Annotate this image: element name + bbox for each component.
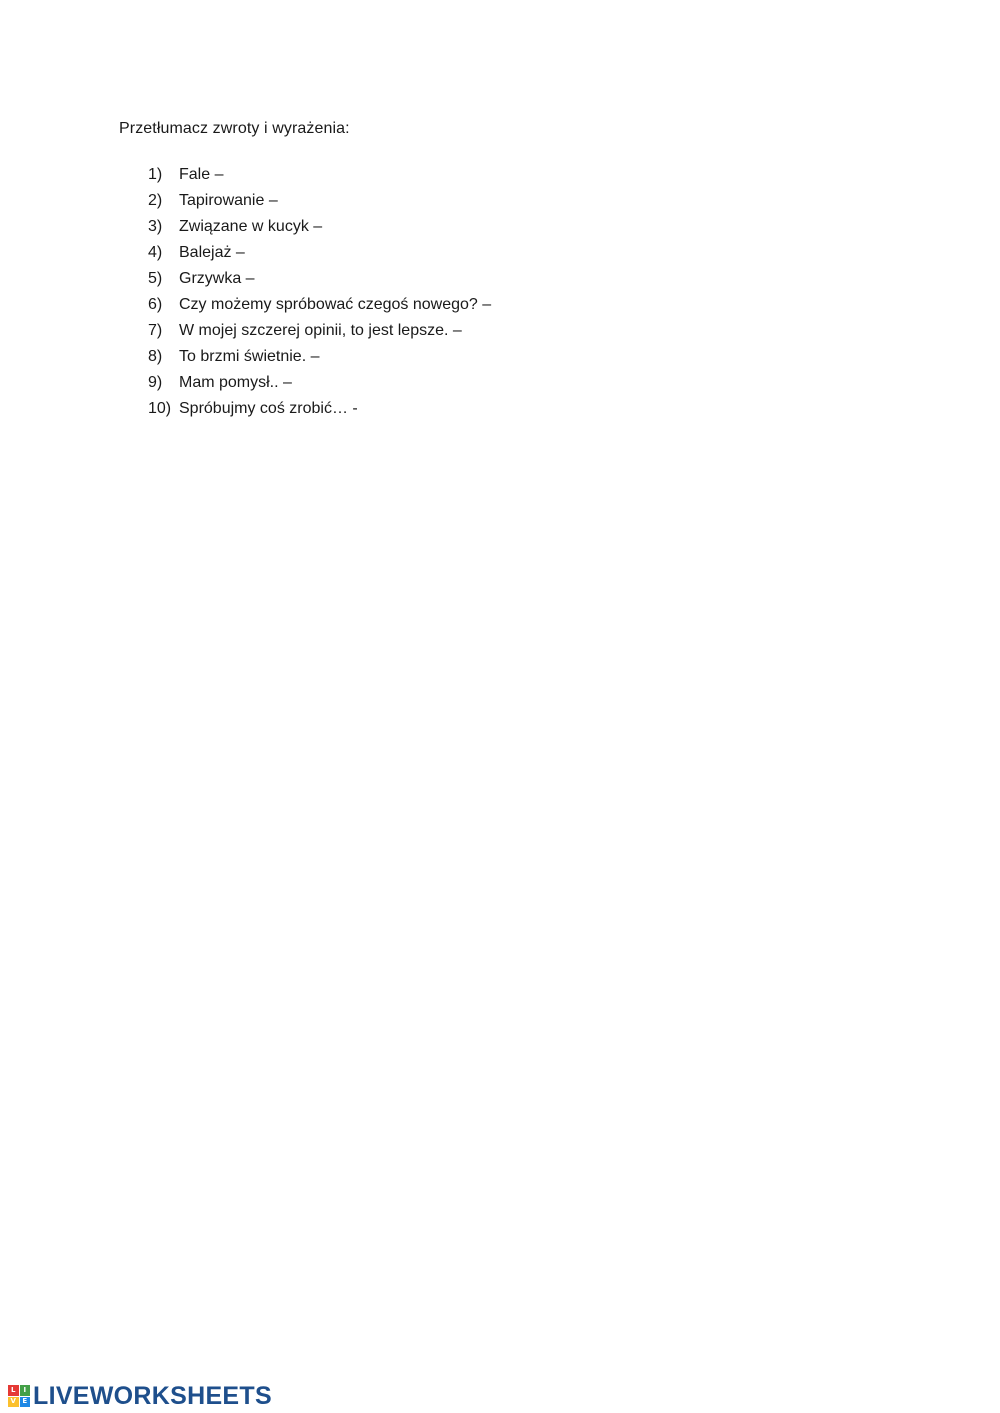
item-number: 9) (148, 374, 163, 391)
item-text: Balejaż – (179, 244, 245, 261)
worksheet-instruction: Przetłumacz zwroty i wyrażenia: (119, 120, 350, 137)
phrase-list (148, 162, 491, 422)
item-number: 6) (148, 296, 163, 313)
item-number: 2) (148, 192, 163, 209)
list-item (148, 318, 491, 344)
item-number: 8) (148, 348, 163, 365)
item-number: 10) (148, 400, 172, 417)
liveworksheets-logo (8, 1382, 272, 1410)
list-item (148, 240, 491, 266)
item-text: Grzywka – (179, 270, 255, 287)
logo-mark-icon (8, 1385, 30, 1407)
logo-mark-cell: V (8, 1397, 19, 1408)
item-text: Spróbujmy coś zrobić… - (179, 400, 358, 417)
list-item (148, 188, 491, 214)
list-item (148, 370, 491, 396)
item-number: 7) (148, 322, 163, 339)
logo-mark-cell: E (20, 1397, 31, 1408)
list-item (148, 292, 491, 318)
item-number: 3) (148, 218, 163, 235)
item-text: Czy możemy spróbować czegoś nowego? – (179, 296, 492, 313)
list-item (148, 266, 491, 292)
logo-mark-cell: I (20, 1385, 31, 1396)
item-number: 4) (148, 244, 163, 261)
item-number: 5) (148, 270, 163, 287)
list-item (148, 344, 491, 370)
logo-mark-cell: L (8, 1385, 19, 1396)
item-text: Fale – (179, 166, 224, 183)
item-text: Mam pomysł.. – (179, 374, 292, 391)
list-item (148, 162, 491, 188)
logo-text: LIVEWORKSHEETS (33, 1381, 272, 1410)
item-number: 1) (148, 166, 163, 183)
item-text: Związane w kucyk – (179, 218, 323, 235)
item-text: W mojej szczerej opinii, to jest lepsze. – (179, 322, 462, 339)
item-text: To brzmi świetnie. – (179, 348, 320, 365)
item-text: Tapirowanie – (179, 192, 278, 209)
list-item (148, 214, 491, 240)
list-item (148, 396, 491, 422)
